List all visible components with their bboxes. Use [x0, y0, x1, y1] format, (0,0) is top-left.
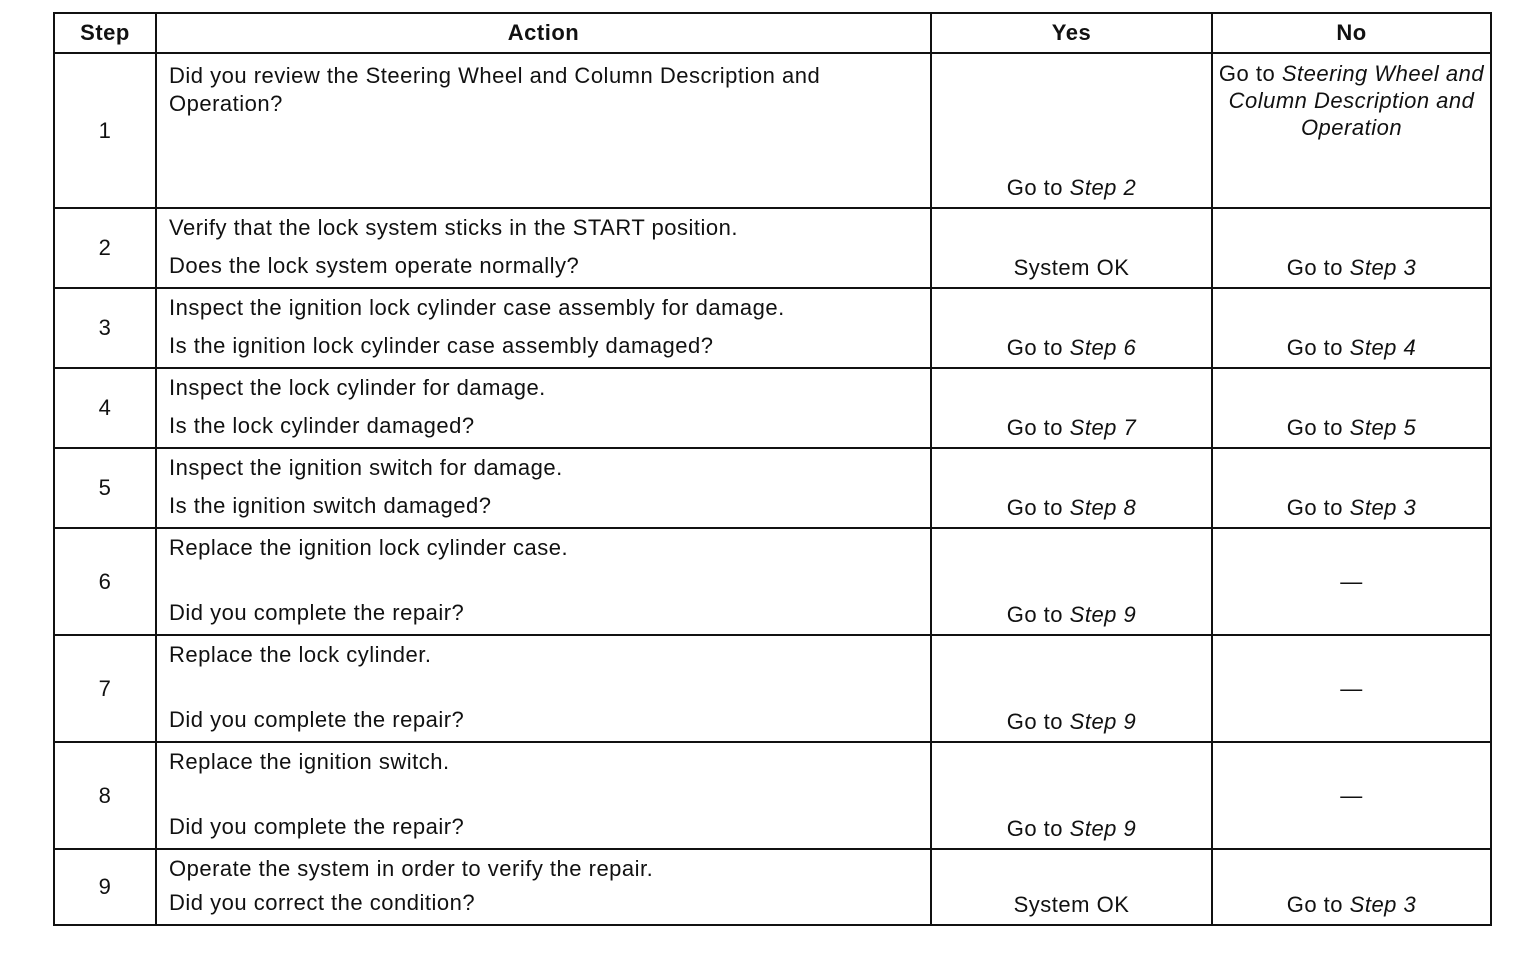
action-question: Did you correct the condition?: [169, 890, 476, 915]
action-instruction: Inspect the ignition switch for damage.: [169, 455, 563, 480]
action-instruction: Verify that the lock system sticks in the START position.: [169, 215, 738, 240]
action-question: Is the lock cylinder damaged?: [169, 413, 475, 438]
no-cell: [1212, 368, 1491, 448]
yes-cell: [931, 742, 1212, 849]
action-question: Did you complete the repair?: [169, 707, 465, 732]
no-prefix: Go to: [1286, 415, 1344, 440]
table-row: [54, 368, 1491, 448]
yes-text: System OK: [1013, 892, 1130, 917]
yes-cell: [931, 528, 1212, 635]
action-cell: [156, 849, 931, 925]
no-cell: [1212, 742, 1491, 849]
yes-prefix: Go to: [1006, 816, 1064, 841]
no-cell: [1212, 448, 1491, 528]
yes-step-ref: Step 7: [1069, 415, 1137, 440]
no-step-ref: Step 4: [1349, 335, 1417, 360]
yes-step-ref: Step 6: [1069, 335, 1137, 360]
no-step-ref: Step 3: [1349, 892, 1417, 917]
no-prefix: Go to: [1286, 892, 1344, 917]
action-cell: [156, 528, 931, 635]
step-number: 9: [54, 849, 156, 925]
no-step-ref: Step 5: [1349, 415, 1417, 440]
no-step-ref: Step 3: [1349, 495, 1417, 520]
step-number: 4: [54, 368, 156, 448]
header-no: No: [1212, 13, 1491, 53]
yes-prefix: Go to: [1006, 495, 1064, 520]
action-instruction: Inspect the ignition lock cylinder case assembly for damage.: [169, 295, 785, 320]
header-row: [54, 13, 1491, 53]
action-instruction: Operate the system in order to verify the repair.: [169, 856, 654, 881]
yes-step-ref: Step 9: [1069, 816, 1137, 841]
yes-prefix: Go to: [1006, 335, 1064, 360]
no-section-ref: Steering Wheel and Column Description and Operation: [1228, 61, 1485, 140]
yes-prefix: Go to: [1006, 602, 1064, 627]
yes-step-ref: Step 9: [1069, 709, 1137, 734]
header-yes: Yes: [931, 13, 1212, 53]
action-cell: [156, 208, 931, 288]
yes-cell: [931, 635, 1212, 742]
yes-step-ref: Step 8: [1069, 495, 1137, 520]
table-row: [54, 849, 1491, 925]
yes-prefix: Go to: [1006, 709, 1064, 734]
action-cell: [156, 288, 931, 368]
yes-cell: [931, 849, 1212, 925]
table-row: [54, 208, 1491, 288]
action-cell: [156, 742, 931, 849]
action-instruction: Replace the ignition switch.: [169, 749, 450, 774]
header-action: Action: [156, 13, 931, 53]
yes-cell: [931, 288, 1212, 368]
step-number: 7: [54, 635, 156, 742]
yes-prefix: Go to: [1006, 175, 1064, 200]
action-question: Did you complete the repair?: [169, 814, 465, 839]
table-row: [54, 635, 1491, 742]
action-instruction: Replace the ignition lock cylinder case.: [169, 535, 569, 560]
no-cell: [1212, 528, 1491, 635]
action-question: Did you complete the repair?: [169, 600, 465, 625]
no-cell: [1212, 208, 1491, 288]
table-row: [54, 742, 1491, 849]
action-cell: [156, 53, 931, 208]
no-cell: [1212, 635, 1491, 742]
no-prefix: Go to: [1218, 61, 1276, 86]
step-number: 8: [54, 742, 156, 849]
header-step: Step: [54, 13, 156, 53]
yes-cell: [931, 448, 1212, 528]
yes-cell: [931, 208, 1212, 288]
yes-step-ref: Step 2: [1069, 175, 1137, 200]
action-instruction: Replace the lock cylinder.: [169, 642, 432, 667]
no-prefix: Go to: [1286, 255, 1344, 280]
action-cell: [156, 635, 931, 742]
table-row: [54, 448, 1491, 528]
no-dash: —: [1340, 568, 1363, 594]
action-question: Is the ignition switch damaged?: [169, 493, 492, 518]
table-row: [54, 53, 1491, 208]
step-number: 3: [54, 288, 156, 368]
action-instruction: Inspect the lock cylinder for damage.: [169, 375, 546, 400]
step-number: 5: [54, 448, 156, 528]
action-cell: [156, 368, 931, 448]
yes-step-ref: Step 9: [1069, 602, 1137, 627]
action-question: Is the ignition lock cylinder case assembly damaged?: [169, 333, 714, 358]
diagnostic-table: [53, 12, 1492, 926]
action-text: Did you review the Steering Wheel and Column Description and Operation?: [169, 63, 821, 116]
table-row: [54, 288, 1491, 368]
table-row: [54, 528, 1491, 635]
no-cell: [1212, 53, 1491, 208]
yes-cell: [931, 53, 1212, 208]
no-step-ref: Step 3: [1349, 255, 1417, 280]
step-number: 2: [54, 208, 156, 288]
no-cell: [1212, 288, 1491, 368]
yes-text: System OK: [1013, 255, 1130, 280]
action-question: Does the lock system operate normally?: [169, 253, 580, 278]
step-number: 6: [54, 528, 156, 635]
no-prefix: Go to: [1286, 335, 1344, 360]
yes-prefix: Go to: [1006, 415, 1064, 440]
step-number: 1: [54, 53, 156, 208]
no-prefix: Go to: [1286, 495, 1344, 520]
no-dash: —: [1340, 675, 1363, 701]
action-cell: [156, 448, 931, 528]
no-dash: —: [1340, 782, 1363, 808]
yes-cell: [931, 368, 1212, 448]
no-cell: [1212, 849, 1491, 925]
